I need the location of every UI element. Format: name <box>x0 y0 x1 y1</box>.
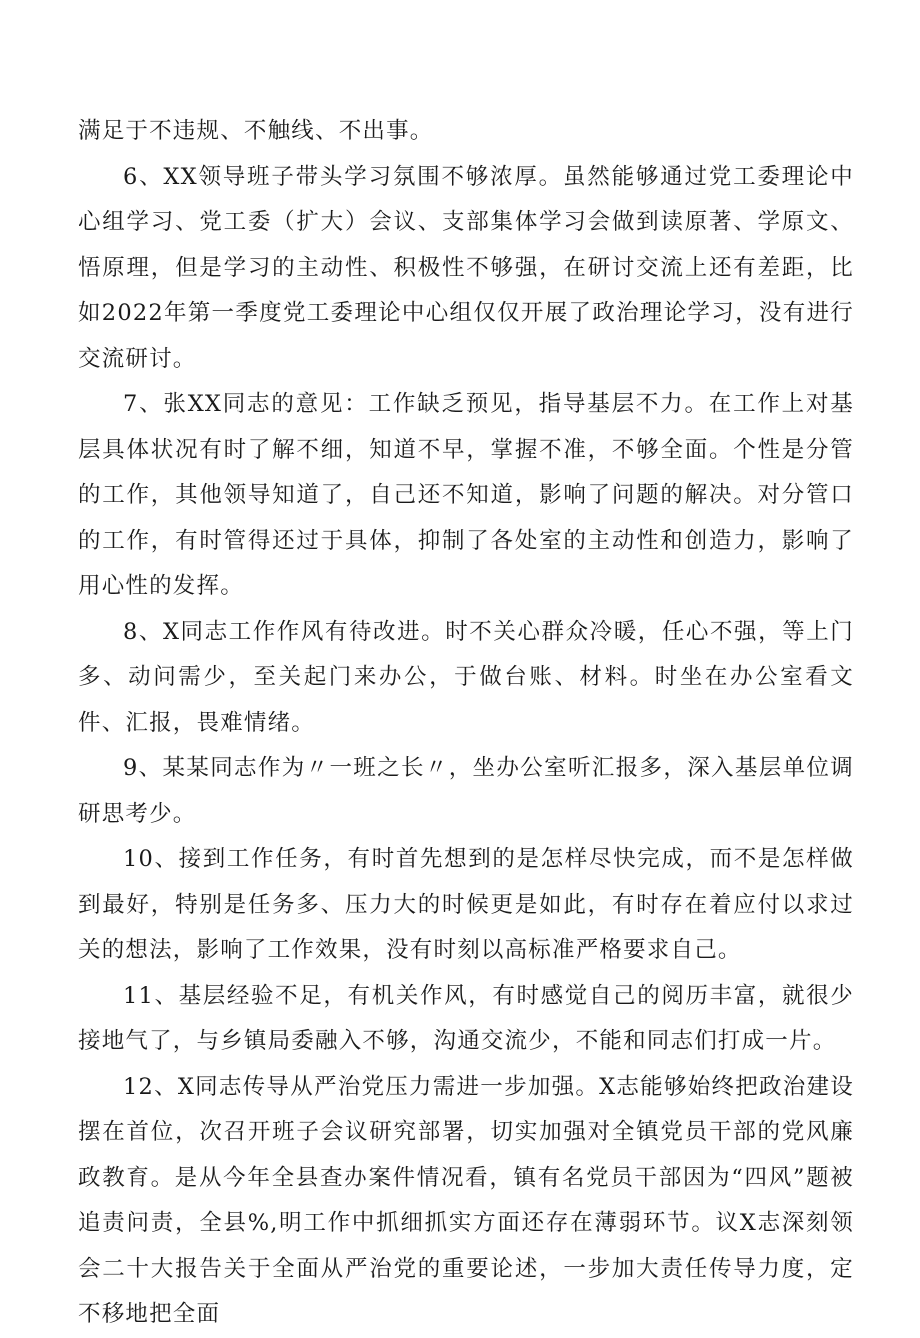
paragraph-continuation: 满足于不违规、不触线、不出事。 <box>78 118 434 144</box>
paragraph-item-11: 11、基层经验不足，有机关作风，有时感觉自己的阅历丰富，就很少接地气了，与乡镇局委融入不够，沟通交流少，不能和同志们打成一片。 <box>78 982 854 1054</box>
paragraph-item-8: 8、X同志工作作风有待改进。时不关心群众冷暖，任心不强，等上门多、动问需少，至关起门来办公，于做台账、材料。时坐在办公室看文件、汇报，畏难情绪。 <box>78 618 854 736</box>
document-body <box>78 109 854 1338</box>
paragraph-item-12: 12、X同志传导从严治党压力需进一步加强。X志能够始终把政治建设摆在首位，次召开班子会议研究部署，切实加强对全镇党员干部的党风廉政教育。是从今年全县查办案件情况看，镇有名党员干部因为“四风”题被追责问责，全县%,明工作中抓细抓实方面还存在薄弱环节。议X志深刻领会二十大报告关于全面从严治党的重要论述，一步加大责任传导力度，定不移地把全面 <box>78 1073 854 1327</box>
paragraph-item-6: 6、XX领导班子带头学习氛围不够浓厚。虽然能够通过党工委理论中心组学习、党工委（扩大）会议、支部集体学习会做到读原著、学原文、悟原理，但是学习的主动性、积极性不够强，在研讨交流上还有差距，比如2022年第一季度党工委理论中心组仅仅开展了政治理论学习，没有进行交流研讨。 <box>78 163 854 372</box>
paragraph-item-9: 9、某某同志作为〃一班之长〃，坐办公室听汇报多，深入基层单位调研思考少。 <box>78 755 854 827</box>
paragraph-item-7: 7、张XX同志的意见：工作缺乏预见，指导基层不力。在工作上对基层具体状况有时了解不细，知道不早，掌握不准，不够全面。个性是分管的工作，其他领导知道了，自己还不知道，影响了问题的解决。对分管口的工作，有时管得还过于具体，抑制了各处室的主动性和创造力，影响了用心性的发挥。 <box>78 391 854 599</box>
paragraph-item-10: 10、接到工作任务，有时首先想到的是怎样尽快完成，而不是怎样做到最好，特别是任务多、压力大的时候更是如此，有时存在着应付以求过关的想法，影响了工作效果，没有时刻以高标准严格要求自己。 <box>78 846 854 963</box>
